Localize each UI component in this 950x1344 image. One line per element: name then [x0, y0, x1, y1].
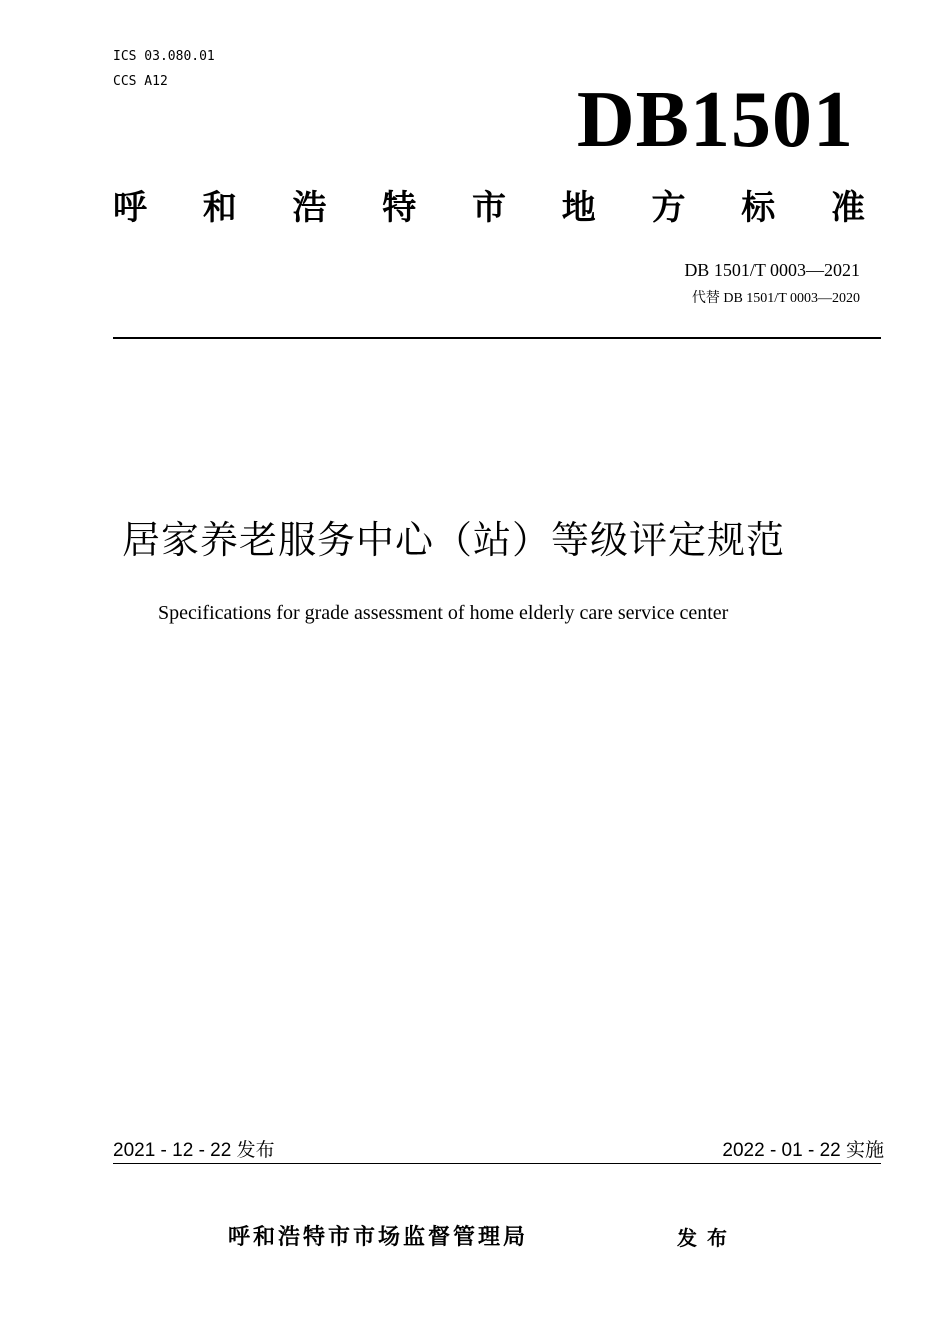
standard-type-char: 方	[651, 188, 686, 228]
standard-type-char: 地	[561, 188, 596, 228]
standard-type-char: 浩	[292, 188, 327, 228]
ics-code: ICS 03.080.01	[113, 49, 215, 64]
document-title-english: Specifications for grade assessment of home elderly care service center	[158, 602, 729, 624]
implementation-date: 2022 - 01 - 22 实施	[722, 1140, 884, 1161]
standard-type-char: 呼	[113, 188, 147, 228]
document-title-chinese-text: 居家养老服务中心（站）等级评定规范	[122, 518, 786, 562]
standard-type-char: 和	[202, 188, 237, 228]
standard-type-char: 标	[741, 188, 776, 228]
standard-type-char: 特	[382, 188, 417, 228]
standard-number: DB 1501/T 0003—2021	[684, 260, 860, 280]
standard-logo: DB1501	[576, 76, 854, 164]
standard-type-char: 市	[472, 188, 506, 228]
footer-divider	[113, 1163, 881, 1164]
standard-type-char: 准	[831, 188, 865, 228]
document-title-chinese	[0, 514, 950, 566]
standard-type-heading	[113, 186, 865, 230]
replaces-standard: 代替 DB 1501/T 0003—2020	[691, 291, 860, 306]
header-divider	[113, 337, 881, 339]
issuing-authority: 呼和浩特市市场监督管理局	[228, 1225, 529, 1250]
ccs-code: CCS A12	[113, 74, 168, 89]
publish-label: 发布	[677, 1226, 737, 1250]
issue-date: 2021 - 12 - 22 发布	[113, 1140, 275, 1161]
